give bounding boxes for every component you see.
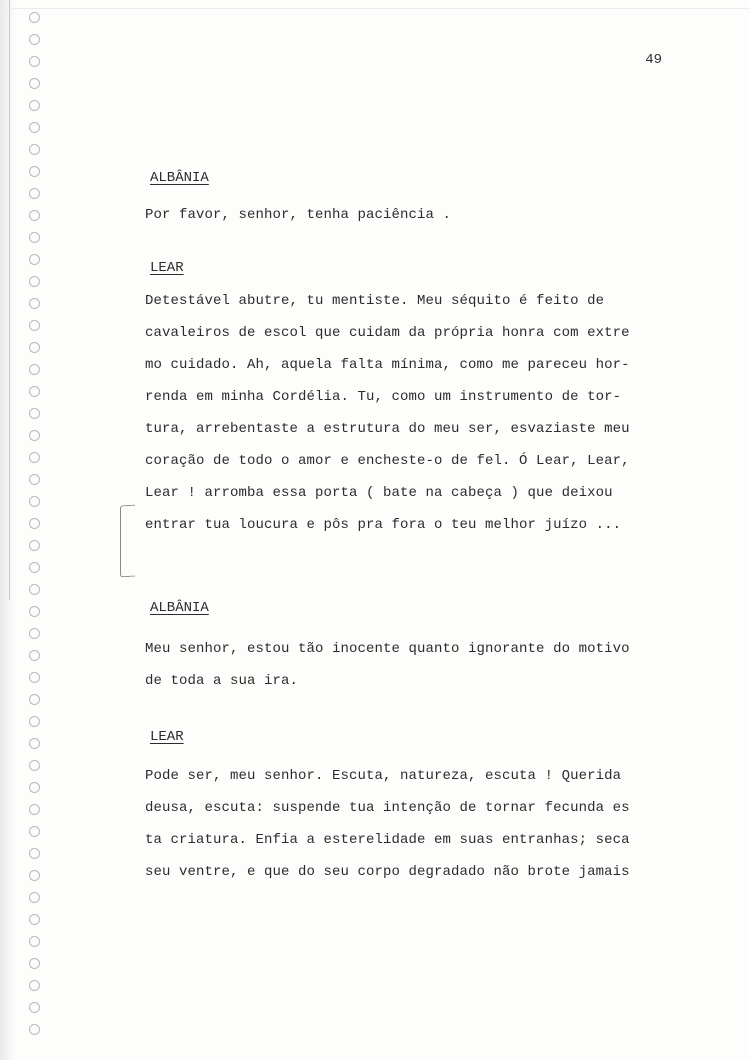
punch-hole bbox=[29, 518, 40, 529]
punch-hole bbox=[29, 474, 40, 485]
dialogue-block bbox=[145, 760, 685, 888]
page-number: 49 bbox=[645, 52, 662, 68]
binding-line bbox=[9, 0, 10, 600]
dialogue-line: Lear ! arromba essa porta ( bate na cabeça ) que deixou bbox=[145, 485, 613, 501]
punch-hole bbox=[29, 496, 40, 507]
punch-hole bbox=[29, 584, 40, 595]
dialogue-line: de toda a sua ira. bbox=[145, 673, 299, 689]
binding-strip bbox=[0, 0, 16, 1060]
punch-hole bbox=[29, 254, 40, 265]
speaker-name: ALBÂNIA bbox=[150, 170, 209, 186]
punch-hole bbox=[29, 672, 40, 683]
punch-hole bbox=[29, 100, 40, 111]
punch-hole bbox=[29, 144, 40, 155]
dialogue-block bbox=[145, 199, 685, 231]
punch-hole bbox=[29, 78, 40, 89]
punch-hole bbox=[29, 276, 40, 287]
punch-hole bbox=[29, 364, 40, 375]
punch-hole bbox=[29, 232, 40, 243]
punch-hole bbox=[29, 122, 40, 133]
punch-hole bbox=[29, 870, 40, 881]
punch-hole bbox=[29, 408, 40, 419]
punch-hole bbox=[29, 848, 40, 859]
dialogue-line: Detestável abutre, tu mentiste. Meu séquito é feito de bbox=[145, 293, 605, 309]
punch-holes bbox=[29, 12, 45, 1042]
punch-hole bbox=[29, 716, 40, 727]
speaker-name: ALBÂNIA bbox=[150, 600, 209, 616]
punch-hole bbox=[29, 298, 40, 309]
punch-hole bbox=[29, 166, 40, 177]
dialogue-line: seu ventre, e que do seu corpo degradado não brote jamais bbox=[145, 864, 630, 880]
top-edge-rule bbox=[0, 8, 750, 9]
punch-hole bbox=[29, 56, 40, 67]
punch-hole bbox=[29, 34, 40, 45]
punch-hole bbox=[29, 606, 40, 617]
dialogue-line: ta criatura. Enfia a esterelidade em suas entranhas; seca bbox=[145, 832, 630, 848]
dialogue-line: entrar tua loucura e pôs pra fora o teu melhor juízo ... bbox=[145, 517, 622, 533]
dialogue-line: Meu senhor, estou tão inocente quanto ignorante do motivo bbox=[145, 641, 630, 657]
punch-hole bbox=[29, 1024, 40, 1035]
margin-bracket-mark bbox=[120, 505, 135, 578]
punch-hole bbox=[29, 540, 40, 551]
punch-hole bbox=[29, 936, 40, 947]
punch-hole bbox=[29, 650, 40, 661]
punch-hole bbox=[29, 210, 40, 221]
speaker-name: LEAR bbox=[150, 260, 184, 276]
punch-hole bbox=[29, 782, 40, 793]
punch-hole bbox=[29, 826, 40, 837]
dialogue-line: mo cuidado. Ah, aquela falta mínima, como me pareceu hor- bbox=[145, 357, 630, 373]
dialogue-line: tura, arrebentaste a estrutura do meu ser, esvaziaste meu bbox=[145, 421, 630, 437]
dialogue-line: coração de todo o amor e encheste-o de fel. Ó Lear, Lear, bbox=[145, 453, 630, 469]
punch-hole bbox=[29, 430, 40, 441]
punch-hole bbox=[29, 1002, 40, 1013]
punch-hole bbox=[29, 188, 40, 199]
dialogue-line: Pode ser, meu senhor. Escuta, natureza, escuta ! Querida bbox=[145, 768, 622, 784]
punch-hole bbox=[29, 386, 40, 397]
punch-hole bbox=[29, 562, 40, 573]
punch-hole bbox=[29, 342, 40, 353]
dialogue-block bbox=[145, 633, 685, 697]
punch-hole bbox=[29, 738, 40, 749]
dialogue-block bbox=[145, 285, 685, 541]
punch-hole bbox=[29, 804, 40, 815]
punch-hole bbox=[29, 452, 40, 463]
punch-hole bbox=[29, 628, 40, 639]
dialogue-line: cavaleiros de escol que cuidam da própria honra com extre bbox=[145, 325, 630, 341]
punch-hole bbox=[29, 892, 40, 903]
speaker-name: LEAR bbox=[150, 729, 184, 745]
punch-hole bbox=[29, 958, 40, 969]
dialogue-line: Por favor, senhor, tenha paciência . bbox=[145, 207, 452, 223]
punch-hole bbox=[29, 914, 40, 925]
punch-hole bbox=[29, 320, 40, 331]
punch-hole bbox=[29, 12, 40, 23]
dialogue-line: renda em minha Cordélia. Tu, como um instrumento de tor- bbox=[145, 389, 622, 405]
punch-hole bbox=[29, 760, 40, 771]
punch-hole bbox=[29, 980, 40, 991]
punch-hole bbox=[29, 694, 40, 705]
dialogue-line: deusa, escuta: suspende tua intenção de tornar fecunda es bbox=[145, 800, 630, 816]
